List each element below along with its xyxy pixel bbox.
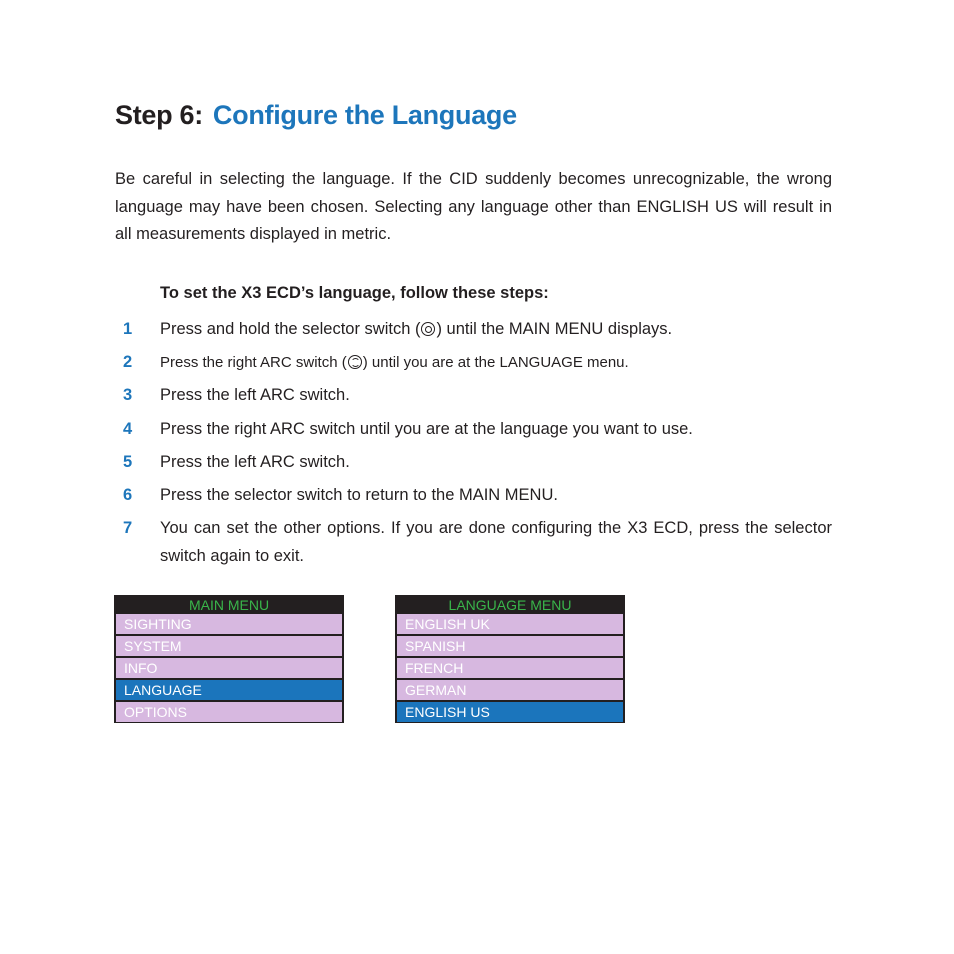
step-number: 7 [123, 519, 133, 538]
step-text-part: ) until the MAIN MENU displays. [436, 320, 673, 338]
main-menu-item-options: OPTIONS [116, 702, 342, 722]
page-heading [115, 100, 517, 131]
language-menu-item-english-uk: ENGLISH UK [397, 614, 623, 634]
step-text: Press the right ARC switch until you are at the language you want to use. [160, 419, 693, 438]
steps-list [115, 316, 832, 576]
main-menu-display [114, 595, 344, 723]
intro-paragraph: Be careful in selecting the language. If the CID suddenly becomes unrecognizable, the wrong language may have been chosen. Selecting any language other than ENGLISH US will result in all measurements displayed in metric. [115, 170, 832, 243]
step-text-part: Press the right ARC switch ( [160, 354, 347, 372]
step-item-4 [115, 416, 832, 444]
step-number: 6 [123, 485, 133, 504]
step-number: 1 [123, 320, 133, 338]
steps-heading: To set the X3 ECD’s language, follow these steps: [160, 284, 549, 302]
language-menu-item-english-us: ENGLISH US [397, 702, 623, 722]
main-menu-item-system: SYSTEM [116, 636, 342, 656]
step-number-label: Step 6: [115, 100, 203, 130]
main-menu-header: MAIN MENU [115, 596, 343, 614]
language-menu-item-german: GERMAN [397, 680, 623, 700]
step-item-6 [115, 482, 832, 510]
step-text: You can set the other options. If you are done configuring the X3 ECD, press the selector switch again to exit. [160, 519, 832, 565]
language-menu-display [395, 595, 625, 723]
page-title: Configure the Language [212, 100, 517, 130]
language-menu-item-spanish: SPANISH [397, 636, 623, 656]
language-menu-header: LANGUAGE MENU [396, 596, 624, 614]
step-number: 3 [123, 386, 133, 405]
step-item-3 [115, 382, 832, 410]
language-menu-item-french: FRENCH [397, 658, 623, 678]
main-menu-item-sighting: SIGHTING [116, 614, 342, 634]
step-text: Press the selector switch to return to the MAIN MENU. [160, 485, 558, 504]
step-text [160, 349, 832, 377]
main-menu-item-language: LANGUAGE [116, 680, 342, 700]
step-item-7 [115, 515, 832, 570]
main-menu-item-info: INFO [116, 658, 342, 678]
step-text: Press the left ARC switch. [160, 386, 350, 405]
step-item-5 [115, 449, 832, 477]
step-text-part: Press and hold the selector switch ( [160, 320, 421, 338]
step-number: 2 [123, 353, 133, 372]
step-number: 4 [123, 419, 133, 438]
step-text [160, 316, 832, 344]
step-text: Press the left ARC switch. [160, 452, 350, 471]
selector-switch-icon [421, 322, 435, 336]
step-number: 5 [123, 452, 133, 471]
arc-switch-icon [348, 355, 362, 369]
step-item-2 [115, 349, 832, 377]
step-text-part: ) until you are at the LANGUAGE menu. [362, 354, 629, 372]
step-item-1 [115, 316, 832, 344]
